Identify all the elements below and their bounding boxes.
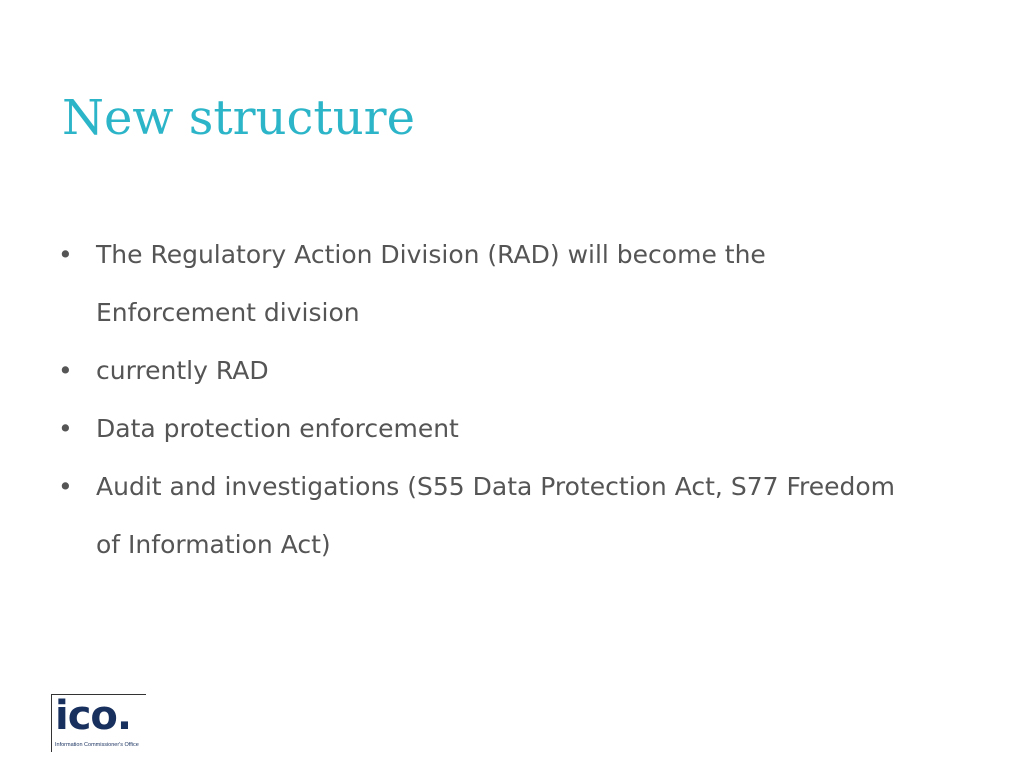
slide-title: New structure <box>62 90 415 146</box>
logo-mark: ico. <box>55 693 132 739</box>
bullet-item <box>58 400 918 458</box>
bullet-item <box>58 342 918 400</box>
bullet-item <box>58 226 918 342</box>
bullet-text: currently RAD <box>96 356 269 385</box>
bullet-text: Data protection enforcement <box>96 414 459 443</box>
logo-caption: Information Commissioner's Office <box>55 742 139 748</box>
bullet-text: The Regulatory Action Division (RAD) will become the Enforcement division <box>96 240 766 327</box>
bullet-icon: • <box>58 414 73 443</box>
bullet-item <box>58 458 918 574</box>
ico-logo <box>51 694 146 752</box>
bullet-list <box>58 226 918 574</box>
bullet-text: Audit and investigations (S55 Data Protection Act, S77 Freedom of Information Act) <box>96 472 896 559</box>
bullet-icon: • <box>58 472 73 501</box>
bullet-icon: • <box>58 240 73 269</box>
bullet-icon: • <box>58 356 73 385</box>
